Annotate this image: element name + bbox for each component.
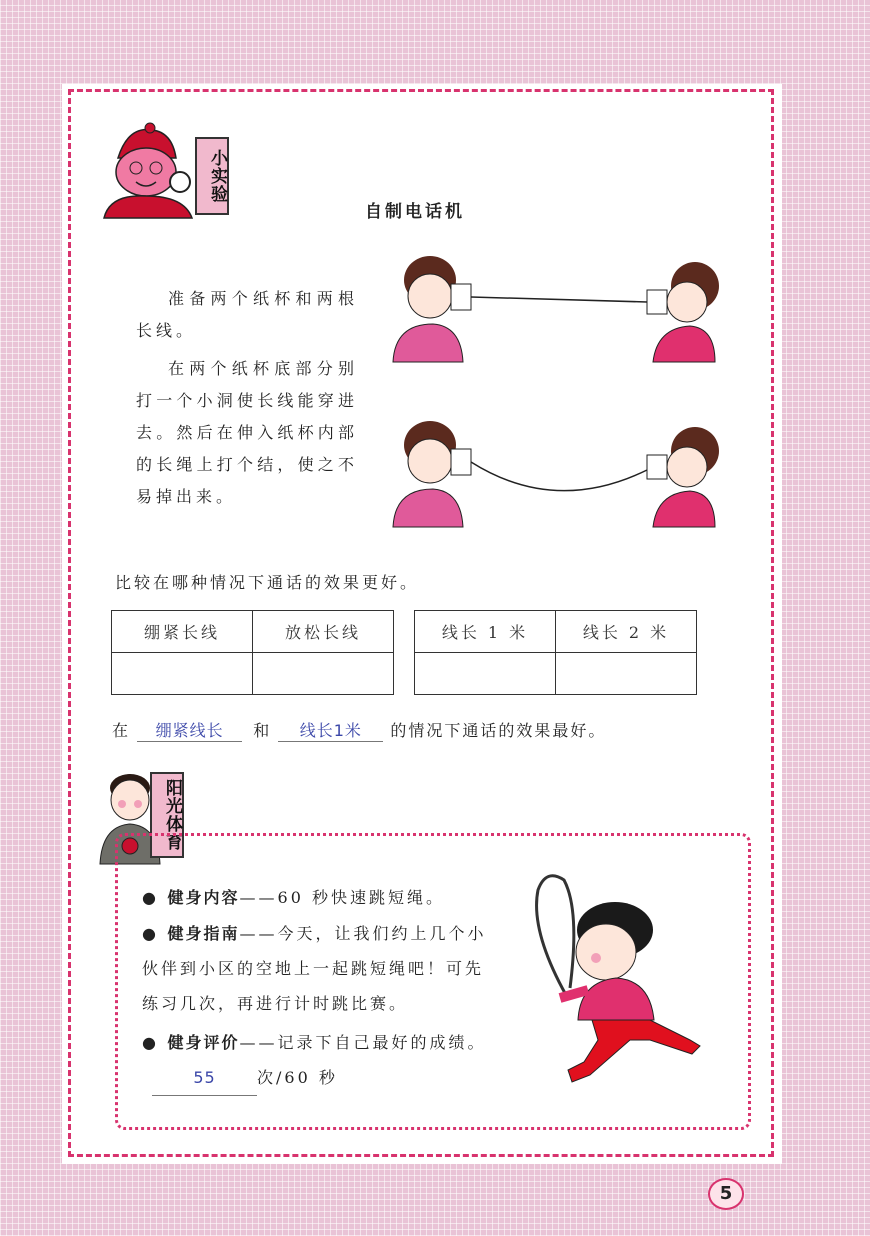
sport-item-evaluation: ● 健身评价——记录下自己最好的成绩。 55 次/60 秒: [142, 1025, 487, 1096]
experiment-step-1: 准备两个纸杯和两根长线。: [136, 289, 358, 340]
score-unit: 次/60 秒: [257, 1068, 338, 1087]
answer-blank-1[interactable]: 绷紧线长: [137, 718, 242, 742]
score-blank[interactable]: 55: [152, 1060, 257, 1096]
sport-badge: 阳光体育: [150, 772, 184, 858]
sport-item-guide-text: ——今天，让我们约上几个小伙伴到小区的空地上一起跳短绳吧！可先练习几次，再进行计时跳比赛。: [142, 924, 487, 1013]
sport-item-content-text: ——60 秒快速跳短绳。: [239, 888, 445, 907]
answer-blank-2[interactable]: 线长1米: [278, 718, 383, 742]
string-length-table: [414, 610, 697, 695]
experiment-step-2: 在两个纸杯底部分别打一个小洞使长线能穿进去。然后在伸入纸杯内部的长绳上打个结，使之不易掉出来。: [136, 359, 358, 506]
loose-string-phone-illustration: [385, 415, 735, 530]
table-cell-2m[interactable]: [556, 653, 697, 695]
comparison-question: 比较在哪种情况下通话的效果更好。: [115, 573, 420, 592]
sport-item-guide-head: 健身指南: [167, 924, 240, 943]
sport-item-content: ● 健身内容——60 秒快速跳短绳。: [142, 888, 445, 907]
jump-rope-boy-illustration: [520, 870, 720, 1100]
table-header-taut: 绷紧长线: [112, 611, 253, 653]
sport-item-guide: ● 健身指南——今天，让我们约上几个小伙伴到小区的空地上一起跳短绳吧！可先练习几次，再进行计时跳比赛。: [142, 924, 487, 1013]
experiment-mascot-illustration: [100, 118, 200, 224]
table-cell-taut[interactable]: [112, 653, 253, 695]
taut-string-phone-illustration: [385, 250, 735, 365]
sport-item-content-head: 健身内容: [167, 888, 240, 907]
answer-middle: 和: [253, 721, 272, 740]
sport-item-evaluation-head: 健身评价: [167, 1033, 240, 1052]
sport-item-evaluation-text: ——记录下自己最好的成绩。: [239, 1033, 487, 1052]
page-number: 5: [708, 1178, 744, 1210]
answer-prefix: 在: [112, 721, 131, 740]
table-cell-1m[interactable]: [415, 653, 556, 695]
experiment-title: 自制电话机: [365, 202, 465, 222]
table-header-loose: 放松长线: [253, 611, 394, 653]
table-cell-loose[interactable]: [253, 653, 394, 695]
string-tension-table: [111, 610, 394, 695]
answer-suffix: 的情况下通话的效果最好。: [390, 721, 607, 740]
table-header-2m: 线长 2 米: [556, 611, 697, 653]
answer-sentence: [112, 718, 606, 742]
table-header-1m: 线长 1 米: [415, 611, 556, 653]
experiment-badge: 小实验: [195, 137, 229, 215]
